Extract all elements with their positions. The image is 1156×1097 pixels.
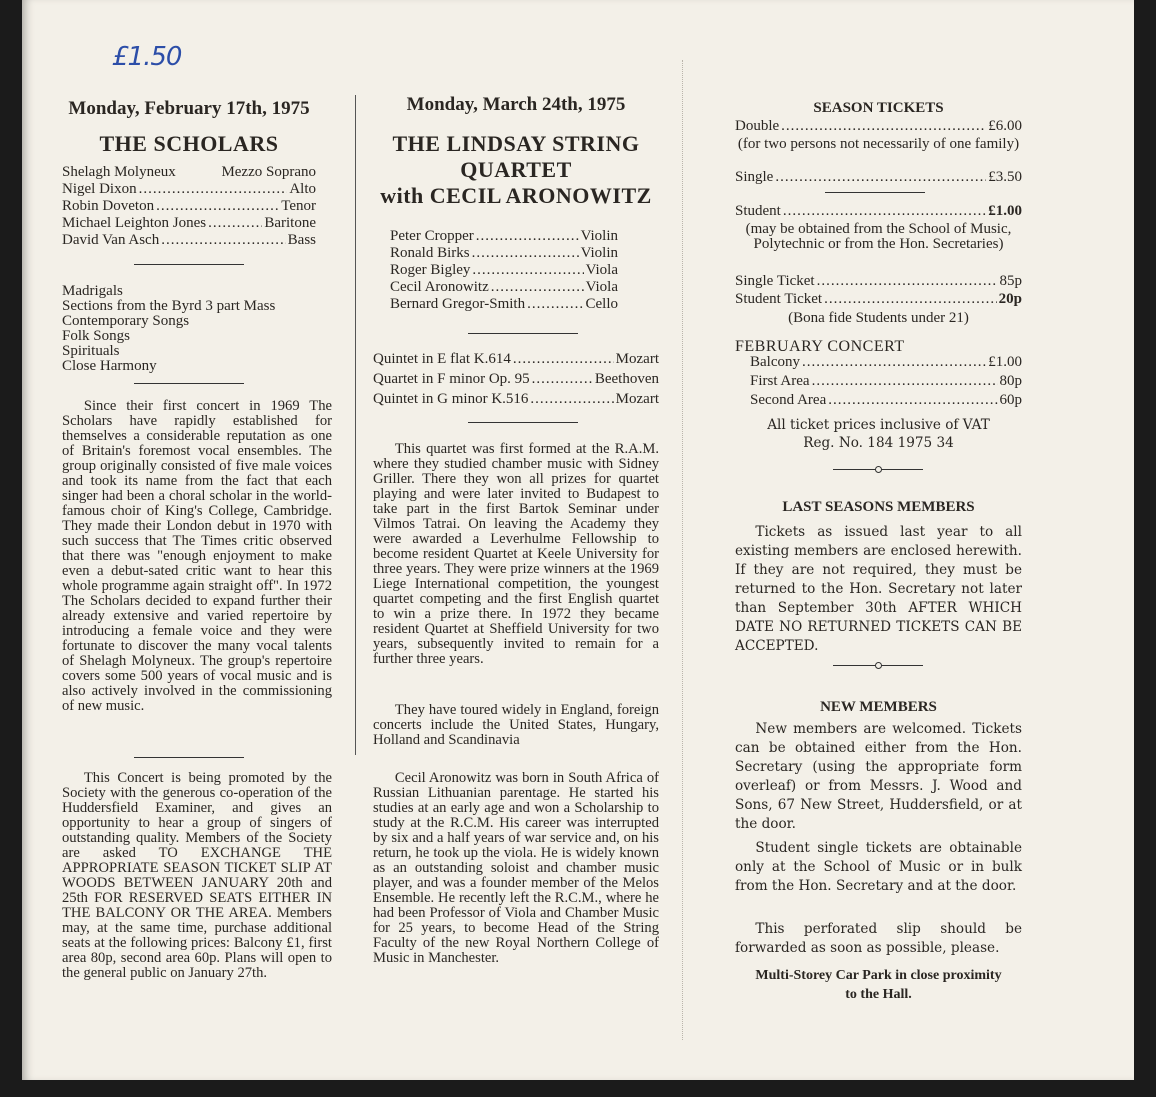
programme-item: Madrigals	[62, 283, 123, 299]
seat-area: Balcony	[750, 354, 800, 370]
february-concert-heading: FEBRUARY CONCERT	[735, 338, 905, 355]
performer-name: Michael Leighton Jones	[62, 215, 207, 231]
divider	[134, 264, 244, 265]
price-row-single-ticket: Single Ticket ..... 85p	[735, 273, 1022, 290]
february-price-list	[750, 354, 1022, 411]
performer-name: Nigel Dixon	[62, 181, 137, 197]
composer: Mozart	[615, 351, 659, 367]
performer-role: Mezzo Soprano	[221, 164, 316, 180]
performer-row	[390, 279, 618, 296]
touring-paragraph: They have toured widely in England, foreign concerts include the United States, Hungary, Holland and Scandinavia	[373, 702, 659, 748]
february-price-row	[750, 354, 1022, 371]
programme-item: Sections from the Byrd 3 part Mass	[62, 298, 276, 314]
promotion-paragraph: This Concert is being promoted by the Society with the generous co-operation of the Huddersfield Examiner, and gives an opportunity to hear a group of singers of outstanding quality. Members of the Society are asked TO EXCHANGE THE APPROPRIATE SEASON TICKET SLIP AT WOODS BETWEEN JANUARY 20th and 25th FOR RESERVED SEATS EITHER IN THE BALCONY OR THE AREA. Members may, at the same time, purchase additional seats at the following prices: Balcony £1, first area 80p, second area 60p. Plans will open to the general public on January 27th.	[62, 770, 332, 981]
concert-date: Monday, February 17th, 1975	[68, 98, 310, 119]
new-members-text: New members are welcomed. Tickets can be obtained either from the Hon. Secretary (using the appropriate form overleaf) or from Messrs. J. Wood and Sons, 67 New Street, Huddersfield, or at the door.	[735, 721, 1022, 832]
student-note: (may be obtained from the School of Music, Polytechnic or from the Hon. Secretaries)	[745, 221, 1012, 252]
performer-name: Cecil Aronowitz	[390, 279, 489, 295]
seat-price: £1.00	[988, 354, 1022, 370]
bio-paragraph: Since their first concert in 1969 The Scholars have rapidly established for themselves a considerable reputation as one of Britain's foremost vocal ensembles. The group originally consisted of five male voices and took its name from the fact that each singer had been a choral scholar in the world-famous choir of King's College, Cambridge. They made their London debut in 1970 with such success that The Times critic observed that there was "enough enjoyment to make even a debut-sated critic want to hear this whole programme again straight off". In 1972 The Scholars decided to expand further their already extensive and varied repertoire by introducing a female voice and they were fortunate to discover the many vocal talents of Shelagh Molyneux. The group's repertoire covers some 500 years of vocal music and is also actively involved in the commissioning of new music.	[62, 398, 332, 714]
seat-area: Second Area	[750, 392, 827, 408]
quartet-bio: This quartet was first formed at the R.A.M. where they studied chamber music with Sidney Griller. There they won all prizes for quartet playing and were later invited to Budapest to take part in the first Bartok Seminar under Vilmos Tatrai. On leaving the Academy they were awarded a Leverhulme Fellowship to become resident Quartet at Keele University for three years. They were prize winners at the 1969 Liege International competition, the youngest quartet competing and the first English quartet to win a prize there. In 1972 they became resident Quartet at Sheffield University for two years, subsequently invited to remain for a further three years.	[373, 441, 659, 667]
work-title: Quartet in F minor Op. 95	[373, 371, 530, 387]
february-price-row	[750, 373, 1022, 390]
performer-role: Alto	[289, 181, 316, 197]
price-row-student: Student ..... £1.00	[735, 203, 1022, 220]
price-row-double: Double ..... £6.00	[735, 118, 1022, 135]
composer: Beethoven	[594, 371, 659, 387]
ornament-divider	[833, 466, 923, 472]
price-row-student-ticket: Student Ticket ..... 20p	[735, 291, 1022, 308]
work-title: Quintet in G minor K.516	[373, 391, 529, 407]
title-line: QUARTET	[460, 157, 572, 182]
programme-item: Contemporary Songs	[62, 313, 190, 329]
performer-instrument: Violin	[580, 245, 618, 261]
performer-list	[390, 228, 618, 313]
performer-name: Robin Doveton	[62, 198, 155, 214]
performer-row	[62, 164, 316, 181]
divider	[825, 192, 925, 193]
performer-row	[390, 296, 618, 313]
concert-title: THE SCHOLARS	[99, 131, 279, 156]
divider	[468, 333, 578, 334]
title-line: THE LINDSAY STRING	[392, 131, 640, 156]
registration-number: Reg. No. 184 1975 34	[803, 435, 954, 451]
concert-title	[373, 131, 659, 209]
february-price-row	[750, 392, 1022, 409]
concert-date: Monday, March 24th, 1975	[406, 94, 626, 115]
seat-price: 80p	[999, 373, 1022, 389]
divider	[468, 422, 578, 423]
ornament-divider	[833, 662, 923, 668]
fold-line	[682, 60, 683, 1040]
performer-row	[62, 215, 316, 232]
performer-row	[62, 198, 316, 215]
performer-role: Bass	[287, 232, 316, 248]
programme-list	[62, 284, 316, 374]
vat-note: All ticket prices inclusive of VAT	[767, 417, 990, 433]
handwritten-price-note: £1.50	[112, 42, 182, 72]
performer-instrument: Viola	[585, 279, 618, 295]
work-title: Quintet in E flat K.614	[373, 351, 511, 367]
programme-item: Folk Songs	[62, 328, 130, 344]
programme-item	[373, 391, 659, 408]
performer-instrument: Viola	[585, 262, 618, 278]
performer-role: Tenor	[281, 198, 316, 214]
performer-instrument: Cello	[585, 296, 618, 312]
performer-name: Roger Bigley	[390, 262, 471, 278]
performer-name: Bernard Gregor-Smith	[390, 296, 526, 312]
performer-row	[390, 262, 618, 279]
programme-item	[373, 351, 659, 368]
perforated-slip-text: This perforated slip should be forwarded as soon as possible, please.	[735, 921, 1022, 956]
aronowitz-bio: Cecil Aronowitz was born in South Africa of Russian Lithuanian parentage. He started his studies at an early age and won a Scholarship to study at the R.C.M. His career was interrupted by six and a half years of war service and, on his return, he took up the viola. He is widely known as an outstanding soloist and chamber music player, and was a founder member of the Melos Ensemble. He recently left the R.C.M., where he had been Professor of Viola and Chamber Music for 25 years, to become Head of the String Faculty of the new Royal Northern College of Music in Manchester.	[373, 770, 659, 966]
programme-list	[373, 351, 659, 411]
column-divider	[355, 95, 356, 755]
performer-name: David Van Asch	[62, 232, 160, 248]
performer-name: Ronald Birks	[390, 245, 470, 261]
performer-row	[62, 181, 316, 198]
performer-name: Shelagh Molyneux	[62, 164, 176, 180]
programme-item: Close Harmony	[62, 358, 157, 374]
performer-role: Baritone	[264, 215, 316, 231]
seat-area: First Area	[750, 373, 810, 389]
programme-item: Spirituals	[62, 343, 120, 359]
divider	[134, 757, 244, 758]
student-tickets-text: Student single tickets are obtainable only at the School of Music or in bulk from the Hon. Secretary and at the door.	[735, 840, 1022, 894]
new-members-heading: NEW MEMBERS	[820, 699, 937, 715]
car-park-note: Multi-Storey Car Park in close proximity to the Hall.	[755, 968, 1002, 1002]
double-note: (for two persons not necessarily of one family)	[737, 136, 1020, 152]
performer-name: Peter Cropper	[390, 228, 474, 244]
performer-row	[62, 232, 316, 249]
programme-item	[373, 371, 659, 388]
title-line: with CECIL ARONOWITZ	[380, 183, 652, 208]
bona-fide-note: (Bona fide Students under 21)	[788, 310, 969, 326]
seat-price: 60p	[999, 392, 1022, 408]
performer-row	[390, 228, 618, 245]
season-tickets-heading: SEASON TICKETS	[813, 100, 944, 116]
composer: Mozart	[615, 391, 659, 407]
divider	[134, 383, 244, 384]
performer-instrument: Violin	[580, 228, 618, 244]
price-row-single: Single ..... £3.50	[735, 169, 1022, 186]
performer-list	[62, 164, 316, 249]
last-seasons-heading: LAST SEASONS MEMBERS	[782, 499, 975, 515]
performer-row	[390, 245, 618, 262]
last-seasons-text: Tickets as issued last year to all existing members are enclosed herewith. If they are not required, they must be returned to the Hon. Secretary not later than September 30th AFTER WHICH DATE NO RETURNED TICKETS CAN BE ACCEPTED.	[735, 524, 1022, 654]
